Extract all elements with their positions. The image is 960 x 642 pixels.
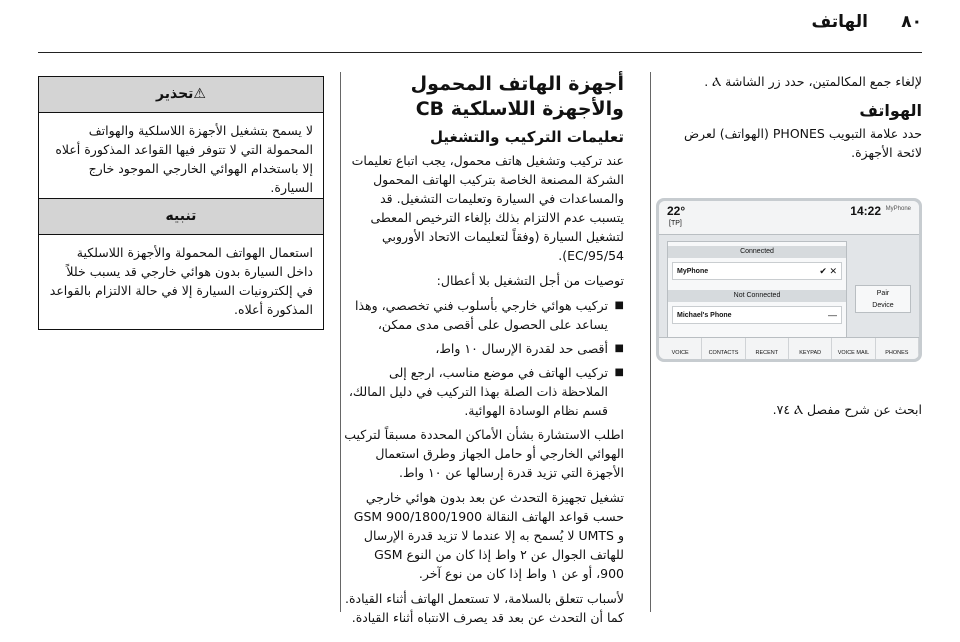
- paragraph: تشغيل تجهيزة التحدث عن بعد بدون هوائي خارجي حسب قواعد الهاتف النقالة GSM 900/1800/1900 و UMTS لا يُسمح به إلا عندما لا تزيد قدرة الإرسال للهاتف الجوال عن ٢ واط إذا كان من النوع GSM 900، أو عن ١ واط إذا كان من نوع آخر.: [353, 490, 624, 581]
- nav-phones[interactable]: PHONES: [876, 338, 919, 359]
- warning-text: لا يسمح بتشغيل الأجهزة اللاسلكية والهواتف المحمولة التي لا تتوفر فيها القواعد المذكورة أعلاه إلا باستخدام الهوائي الخارجي الموجود خارج السيارة.: [55, 123, 313, 195]
- device-actions-icon[interactable]: ✔ ✕: [819, 266, 837, 276]
- page-header: [38, 10, 922, 46]
- device-name: Michael's Phone: [677, 312, 732, 319]
- device-row-myphone[interactable]: [672, 262, 842, 280]
- list-item: ■ تركيب هوائي خارجي بأسلوب فني تخصصي، وهذا يساعد على الحصول على أقصى مدى ممكن،: [344, 296, 624, 334]
- list-item: ■ تركيب الهاتف في موضع مناسب، ارجع إلى الملاحظة ذات الصلة بهذا التركيب في دليل المالك، قسم نظام الوسادة الهوائية.: [344, 363, 624, 420]
- notice-box: [38, 198, 324, 330]
- minus-icon[interactable]: —: [828, 310, 837, 320]
- pair-label: Pair: [876, 290, 890, 297]
- warning-title: ⚠تحذير: [39, 77, 323, 113]
- right-column: [657, 72, 922, 166]
- clock: 14:22: [850, 204, 881, 218]
- nav-recent[interactable]: RECENT: [746, 338, 789, 359]
- temperature: 22°: [667, 204, 686, 218]
- column-divider-left: [340, 72, 341, 612]
- paragraph: لأسباب تتعلق بالسلامة، لا تستعمل الهاتف أثناء القيادة. كما أن التحدث عن بعد قد يصرف الانتباه أثناء القيادة.: [345, 591, 624, 625]
- nav-keypad[interactable]: KEYPAD: [789, 338, 832, 359]
- recommendations-list: [344, 296, 624, 420]
- nav-voice[interactable]: VOICE: [659, 338, 702, 359]
- warning-box: [38, 76, 324, 208]
- list-item: ■ أقصى حد لقدرة الإرسال ١٠ واط،: [344, 339, 624, 358]
- pair-device-button[interactable]: [855, 285, 911, 313]
- header-rule: [38, 52, 922, 53]
- traffic-program-indicator: [TP]: [669, 220, 682, 227]
- device-row-michael[interactable]: [672, 306, 842, 324]
- bottom-nav: [659, 337, 919, 359]
- cross-reference: ابحث عن شرح مفصل Ⲁ ٧٤.: [772, 402, 922, 417]
- device-list: [667, 241, 847, 339]
- status-bar: [659, 201, 919, 235]
- column-divider-right: [650, 72, 651, 612]
- notice-text: استعمال الهواتف المحمولة والأجهزة اللاسلكية داخل السيارة بدون هوائي خارجي قد يسبب خللاً في إلكترونيات السيارة إلا في حالة الالتزام بالقواعد المذكورة أعلاه.: [49, 245, 313, 317]
- device-label: Device: [872, 302, 894, 309]
- nav-contacts[interactable]: CONTACTS: [702, 338, 745, 359]
- page-number: ٨٠: [901, 12, 922, 32]
- device-name: MyPhone: [677, 268, 709, 275]
- infotainment-screenshot: [656, 198, 922, 362]
- paragraph: اطلب الاستشارة بشأن الأماكن المحددة مسبقاً لتركيب الهوائي الخارجي أو حامل الجهاز وطرق استعمال الأجهزة التي تزيد قدرة إرسالها عن ١٠ واط.: [344, 427, 624, 480]
- middle-column: [344, 72, 624, 633]
- phones-heading: الهواتف: [859, 101, 922, 120]
- not-connected-label: Not Connected: [668, 290, 846, 302]
- phone-screen: [659, 201, 919, 359]
- nav-voicemail[interactable]: VOICE MAIL: [832, 338, 875, 359]
- paragraph: توصيات من أجل التشغيل بلا أعطال:: [436, 273, 624, 288]
- intro-line: لإلغاء جمع المكالمتين، حدد زر الشاشة Ⲁ .: [704, 74, 922, 89]
- page-title: الهاتف: [811, 12, 868, 32]
- connected-label: Connected: [668, 246, 846, 258]
- phones-paragraph: حدد علامة التبويب PHONES (الهواتف) لعرض لائحة الأجهزة.: [683, 126, 922, 160]
- subsection-title: تعليمات التركيب والتشغيل: [430, 128, 624, 146]
- network-name: MyPhone: [885, 206, 911, 212]
- section-title: أجهزة الهاتف المحمول والأجهزة اللاسلكية CB: [410, 73, 624, 120]
- paragraph: عند تركيب وتشغيل هاتف محمول، يجب اتباع تعليمات الشركة المصنعة الخاصة بتركيب الهاتف المحمول والمساعدات في السيارة وتعليمات التشغيل. قد يتسبب عدم الالتزام بذلك بإلغاء الترخيص المعطى لتشغيل السيارة (وفقاً لتعليمات الاتحاد الأوروبي 95/54/EC).: [351, 153, 624, 263]
- notice-title: تنبيه: [39, 199, 323, 235]
